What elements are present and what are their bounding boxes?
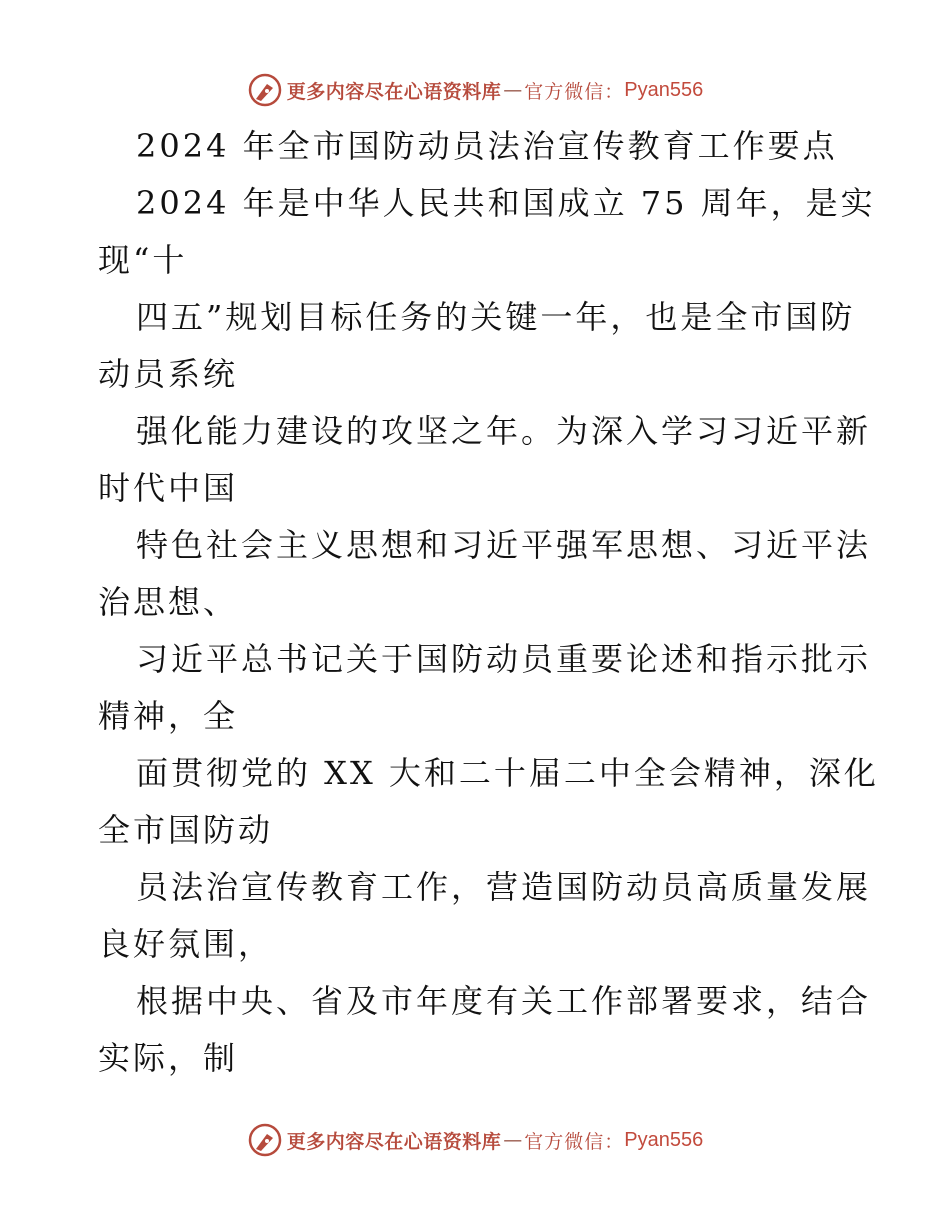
text-line: 四五”规划目标任务的关键一年，也是全市国防 bbox=[136, 298, 856, 336]
text-line: 良好氛围， bbox=[98, 925, 274, 963]
text-line: 全市国防动 bbox=[98, 811, 274, 849]
text-line: 强化能力建设的攻坚之年。为深入学习习近平新 bbox=[136, 412, 872, 450]
watermark-brand: 更多内容尽在心语资料库 bbox=[286, 1130, 502, 1153]
text-line: 时代中国 bbox=[98, 469, 239, 507]
watermark-wechat-id: Pyan556 bbox=[624, 78, 704, 101]
watermark-dash: — bbox=[503, 79, 523, 101]
watermark-brand: 更多内容尽在心语资料库 bbox=[286, 80, 502, 103]
pen-nib-circle-icon bbox=[247, 1122, 283, 1158]
text-line: 实际，制 bbox=[98, 1039, 239, 1077]
watermark-label: 官方微信： bbox=[524, 80, 625, 103]
document-body bbox=[98, 118, 879, 1087]
text-line: 习近平总书记关于国防动员重要论述和指示批示 bbox=[136, 640, 872, 678]
text-line: 精神，全 bbox=[98, 697, 239, 735]
document-title: 2024 年全市国防动员法治宣传教育工作要点 bbox=[136, 127, 838, 165]
text-line: 根据中央、省及市年度有关工作部署要求，结合 bbox=[136, 982, 872, 1020]
text-line: 2024 年是中华人民共和国成立 75 周年，是实 bbox=[136, 184, 876, 222]
pen-nib-circle-icon bbox=[247, 72, 283, 108]
watermark-dash: — bbox=[503, 1129, 523, 1151]
text-line: 现“十 bbox=[98, 241, 188, 279]
text-line: 特色社会主义思想和习近平强军思想、习近平法 bbox=[136, 526, 872, 564]
text-line: 治思想、 bbox=[98, 583, 239, 621]
footer-watermark bbox=[0, 1120, 950, 1160]
text-line: 动员系统 bbox=[98, 355, 239, 393]
text-line: 员法治宣传教育工作，营造国防动员高质量发展 bbox=[136, 868, 872, 906]
header-watermark bbox=[0, 70, 950, 110]
text-line: 面贯彻党的 XX 大和二十届二中全会精神，深化 bbox=[136, 754, 879, 792]
watermark-wechat-id: Pyan556 bbox=[624, 1128, 704, 1151]
watermark-label: 官方微信： bbox=[524, 1130, 625, 1153]
